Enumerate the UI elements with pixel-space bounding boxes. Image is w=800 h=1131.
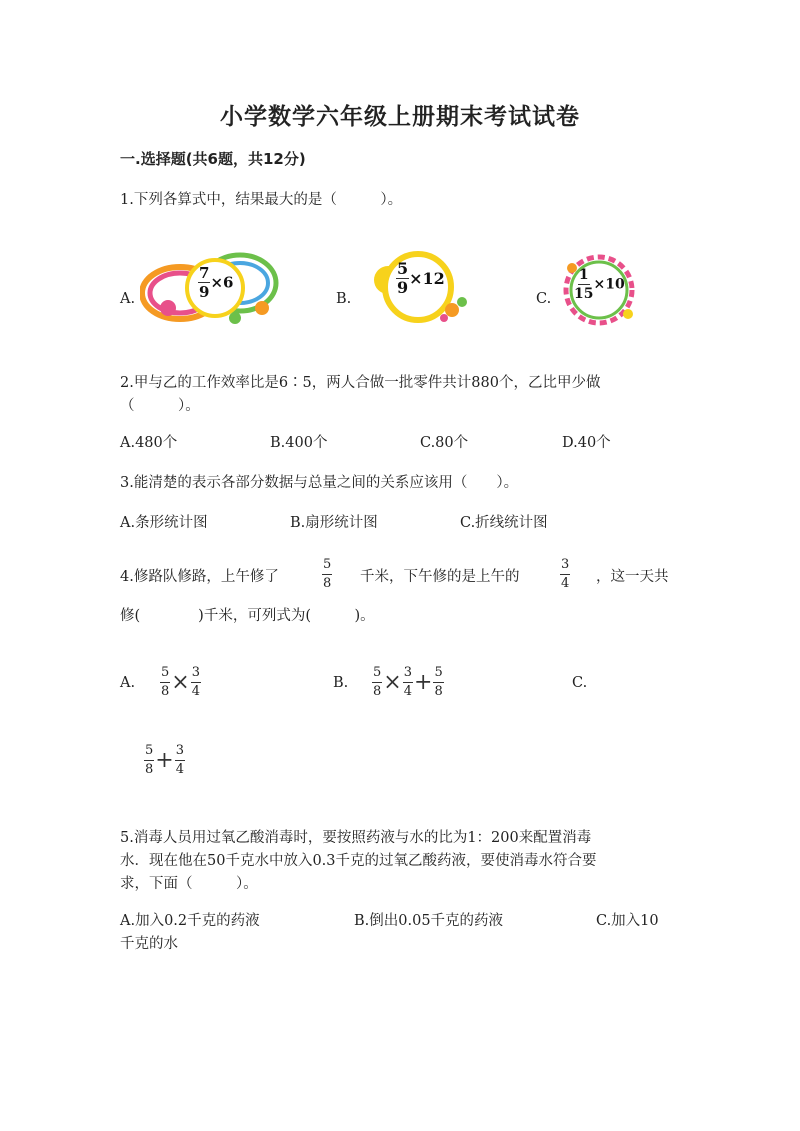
question-3-text: 3.能清楚的表示各部分数据与总量之间的关系应该用（ ）。: [120, 475, 519, 491]
q2-option-d[interactable]: D.40个: [562, 435, 611, 451]
q1-b-numerator: 5: [397, 259, 409, 278]
question-4-part2: 千米，下午修的是上午的: [360, 569, 520, 585]
q4-b-operator-2: +: [414, 670, 433, 695]
q3-option-a[interactable]: A.条形统计图: [120, 515, 208, 531]
q4-a-operator: ×: [171, 670, 190, 695]
q4-c-f2-den: 4: [175, 762, 184, 777]
question-5-line3: 求，下面（ ）。: [120, 876, 258, 892]
q1-option-b-badge[interactable]: [366, 250, 476, 324]
q1-b-denominator: 9: [397, 278, 409, 297]
question-1-text: 1.下列各算式中，结果最大的是（ ）。: [120, 192, 403, 208]
q4-a-f1-den: 8: [161, 684, 170, 699]
q3-option-c[interactable]: C.折线统计图: [460, 515, 548, 531]
section-heading: 一.选择题(共6题，共12分): [120, 150, 306, 168]
q4-inline-fraction-2: [560, 558, 570, 591]
q4-c-operator: +: [155, 748, 174, 773]
q1-b-multiplier: ×12: [409, 269, 445, 288]
q1-b-fraction: [396, 259, 409, 297]
question-5-line1: 5.消毒人员用过氧乙酸消毒时，要按照药液与水的比为1：200来配置消毒: [120, 830, 592, 846]
q4-c-f1-den: 8: [145, 762, 154, 777]
page-title: 小学数学六年级上册期末考试试卷: [220, 104, 580, 130]
q5-option-c-continued: 千克的水: [120, 936, 178, 952]
q4-frac1-numerator: 5: [322, 558, 332, 575]
q4-frac1-denominator: 8: [323, 576, 332, 591]
q1-c-denominator: 15: [574, 286, 594, 302]
q5-option-a[interactable]: A.加入0.2千克的药液: [120, 913, 260, 929]
question-2-text-line2: （ ）。: [120, 398, 200, 414]
q2-option-a[interactable]: A.480个: [120, 435, 178, 451]
q4-b-f3-num: 5: [433, 666, 443, 683]
q4-a-f1-num: 5: [160, 666, 170, 683]
q5-option-b[interactable]: B.倒出0.05千克的药液: [354, 913, 504, 929]
q4-c-f2-num: 3: [175, 744, 185, 761]
q4-frac2-numerator: 3: [560, 558, 570, 575]
question-4-line2: 修( )千米，可列式为( )。: [120, 608, 375, 624]
q1-option-c-label: C.: [536, 291, 552, 307]
question-2-text-line1: 2.甲与乙的工作效率比是6∶5，两人合做一批零件共计880个，乙比甲少做: [120, 375, 601, 391]
q4-a-f2-num: 3: [191, 666, 201, 683]
q4-frac2-denominator: 4: [561, 576, 570, 591]
q4-option-b-expression[interactable]: [372, 666, 444, 699]
q1-c-fraction: [574, 268, 593, 301]
q1-a-multiplier: ×6: [210, 273, 234, 292]
q4-inline-fraction-1: [322, 558, 332, 591]
question-4-part1: 4.修路队修路，上午修了: [120, 569, 279, 585]
q4-c-f1-num: 5: [144, 744, 154, 761]
q1-a-denominator: 9: [199, 283, 210, 301]
question-5-line2: 水．现在他在50千克水中放入0.3千克的过氧乙酸药液，要使消毒水符合要: [120, 853, 597, 869]
q1-option-a-badge[interactable]: [140, 248, 290, 328]
q4-b-f3-den: 8: [434, 684, 443, 699]
q4-b-f2-den: 4: [403, 684, 412, 699]
q1-a-fraction: [198, 266, 210, 299]
q4-b-f1-den: 8: [373, 684, 382, 699]
q2-option-c[interactable]: C.80个: [420, 435, 469, 451]
q4-b-f1-num: 5: [372, 666, 382, 683]
question-4-part3: ，这一天共: [596, 569, 669, 585]
q5-option-c[interactable]: C.加入10: [596, 913, 659, 929]
q1-a-numerator: 7: [199, 264, 210, 282]
q4-b-operator-1: ×: [383, 670, 402, 695]
q4-option-a-label: A.: [120, 675, 136, 691]
q1-option-a-label: A.: [120, 291, 136, 307]
q1-option-c-badge[interactable]: [560, 254, 638, 326]
q2-option-b[interactable]: B.400个: [270, 435, 328, 451]
q3-option-b[interactable]: B.扇形统计图: [290, 515, 378, 531]
q1-c-numerator: 1: [578, 267, 589, 283]
q4-option-c-expression[interactable]: [144, 744, 185, 777]
q4-option-a-expression[interactable]: [160, 666, 201, 699]
q1-option-b-label: B.: [336, 291, 352, 307]
q4-option-c-label: C.: [572, 675, 588, 691]
q4-a-f2-den: 4: [191, 684, 200, 699]
q4-b-f2-num: 3: [403, 666, 413, 683]
q4-option-b-label: B.: [333, 675, 349, 691]
q1-c-multiplier: ×10: [593, 276, 625, 293]
